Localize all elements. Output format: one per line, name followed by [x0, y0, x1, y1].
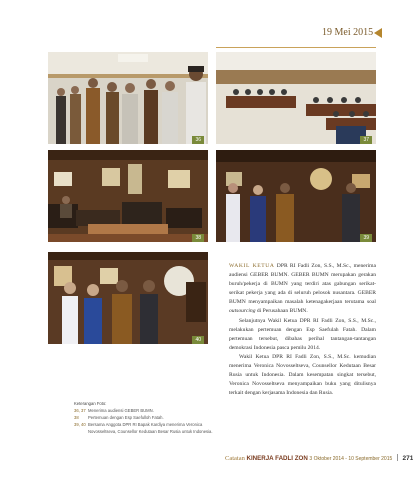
paragraph-1-text: DPR RI Fadli Zon, S.S., M.Sc., menerima audiensi GEBER BUMN. GEBER BUMN merupakan gerakan buruh/pekerja di BUMN yang terdiri atas gabungan serikat-serikat pekerja yang ada di seluruh pelosok nusantara. GEBER BUMN menyampaikan masalah ketenagakerjaan terutama soal: [229, 263, 376, 306]
photo-36: [48, 52, 208, 144]
photo-37: [216, 52, 376, 144]
caption-text: Bersama Anggota DPR RI Bapak Kardiya menerima Veronica Novosseltseva, Counsellor Kedutaan Besar Rusia untuk Indonesia.: [88, 422, 213, 434]
photo-number: 40: [192, 336, 204, 344]
photo-number: 38: [192, 234, 204, 242]
footer-catatan: Catatan: [225, 455, 245, 462]
paragraph-1-end: di Perusahaan BUMN.: [255, 308, 308, 315]
caption-number: 39, 40: [74, 422, 86, 427]
page-footer: [225, 454, 413, 462]
caption-text: Pertemuan dengan Esp Saefulloh Fatah.: [88, 415, 164, 420]
caption-item: [74, 414, 216, 421]
paragraph-2: Selanjutnya Wakil Ketua DPR RI Fadli Zon, S.S., M.Sc., melakukan pertemuan dengan Esp Saefulah Fatah. Dalam pertemuan tersebut, dibahas perihal tantangan-tantangan demokrasi Indonesia pasca pemilu 2014.: [229, 317, 376, 351]
photo-38: [48, 150, 208, 242]
photo-39: [216, 150, 376, 242]
captions-title: Keterangan Foto:: [74, 401, 107, 406]
paragraph-1: [229, 262, 376, 317]
caption-item: [74, 407, 216, 414]
caption-number: 38: [74, 415, 79, 420]
caption-text: Menerima audiensi GEBER BUMN.: [88, 408, 154, 413]
footer-date-range: 3 Oktober 2014 - 10 September 2015: [309, 456, 393, 462]
photo-number: 37: [360, 136, 372, 144]
lead-name: WAKIL KETUA: [229, 263, 275, 269]
paragraph-3: Wakil Ketua DPR RI Fadli Zon, S.S., M.Sc. kemudian menerima Veronica Novosseltseva, Counsellor Kedutaan Besar Rusia untuk Indonesia. Dalam kesempatan singkat tersebut, Veronica Novosseltseva menyampaikan buku yang ditulisnya terkait dengan kerjasama Indonesia dan Rusia.: [229, 353, 376, 397]
photo-captions: [74, 400, 216, 435]
date-arrow-icon: [374, 28, 382, 38]
page-date: 19 Mei 2015: [322, 27, 374, 38]
footer-divider: [397, 454, 398, 461]
header-rule: [216, 47, 376, 48]
article-body: [229, 262, 376, 398]
paragraph-1-italic: outsourcing: [229, 308, 256, 315]
page-number: 271: [402, 455, 413, 462]
footer-title: KINERJA FADLI ZON: [246, 455, 308, 462]
caption-number: 36, 37: [74, 408, 86, 413]
photo-number: 36: [192, 136, 204, 144]
photo-number: 39: [360, 234, 372, 242]
photo-40: [48, 252, 208, 344]
caption-item: [74, 421, 216, 435]
